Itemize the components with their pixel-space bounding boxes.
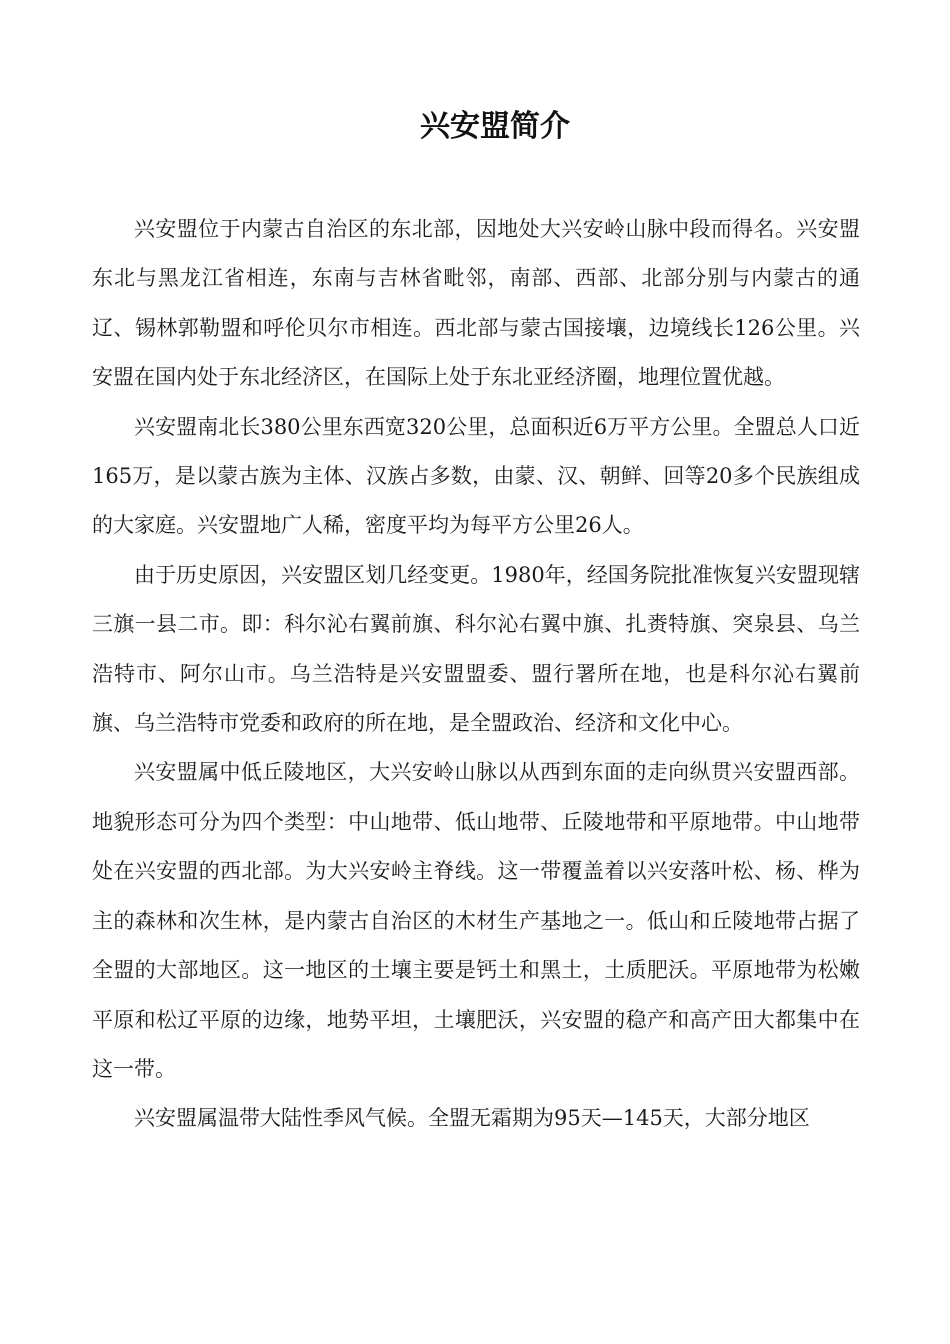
paragraph-area-population: 兴安盟南北长380公里东西宽320公里，总面积近6万平方公里。全盟总人口近165万，是以蒙古族为主体、汉族占多数，由蒙、汉、朝鲜、回等20多个民族组成的大家庭。兴安盟地广人稀，密度平均为每平方公里26人。 bbox=[92, 414, 860, 538]
paragraph-terrain: 兴安盟属中低丘陵地区，大兴安岭山脉以从西到东面的走向纵贯兴安盟西部。地貌形态可分为四个类型：中山地带、低山地带、丘陵地带和平原地带。中山地带处在兴安盟的西北部。为大兴安岭主脊线。这一带覆盖着以兴安落叶松、杨、桦为主的森林和次生林，是内蒙古自治区的木材生产基地之一。低山和丘陵地带占据了全盟的大部地区。这一地区的土壤主要是钙土和黑土，土质肥沃。平原地带为松嫩平原和松辽平原的边缘，地势平坦，土壤肥沃，兴安盟的稳产和高产田大都集中在这一带。 bbox=[92, 760, 860, 1081]
document-body bbox=[92, 205, 860, 1144]
paragraph-climate: 兴安盟属温带大陆性季风气候。全盟无霜期为95天—145天，大部分地区 bbox=[134, 1106, 810, 1131]
paragraph-location: 兴安盟位于内蒙古自治区的东北部，因地处大兴安岭山脉中段而得名。兴安盟东北与黑龙江省相连，东南与吉林省毗邻，南部、西部、北部分别与内蒙古的通辽、锡林郭勒盟和呼伦贝尔市相连。西北部与蒙古国接壤，边境线长126公里。兴安盟在国内处于东北经济区，在国际上处于东北亚经济圈，地理位置优越。 bbox=[92, 217, 860, 390]
document-title: 兴安盟简介 bbox=[420, 109, 570, 144]
paragraph-administrative-divisions: 由于历史原因，兴安盟区划几经变更。1980年，经国务院批准恢复兴安盟现辖三旗一县二市。即：科尔沁右翼前旗、科尔沁右翼中旗、扎赉特旗、突泉县、乌兰浩特市、阿尔山市。乌兰浩特是兴安盟盟委、盟行署所在地，也是科尔沁右翼前旗、乌兰浩特市党委和政府的所在地，是全盟政治、经济和文化中心。 bbox=[92, 562, 860, 736]
